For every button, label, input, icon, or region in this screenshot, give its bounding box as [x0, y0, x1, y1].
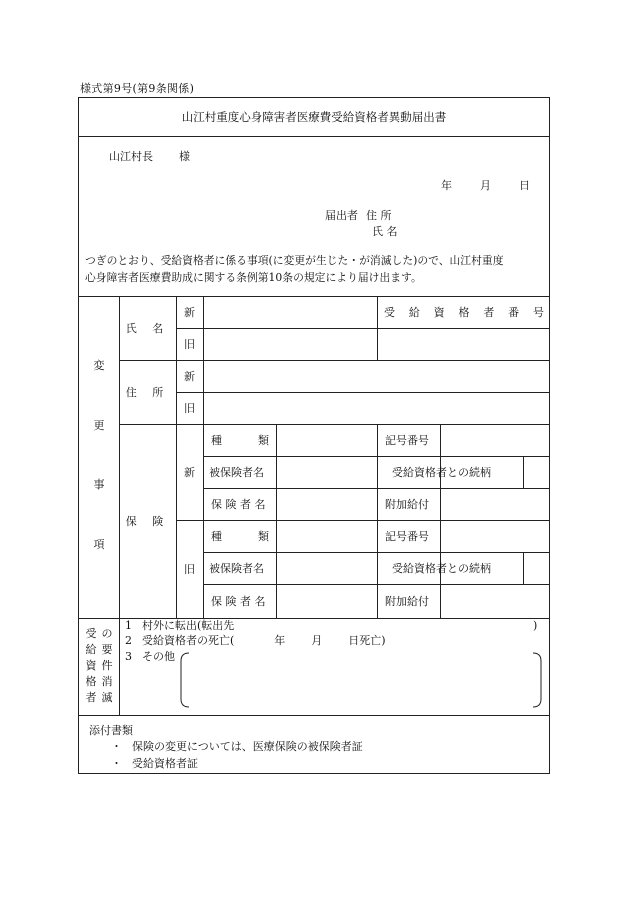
- attachment-text: 受給資格者証: [132, 757, 198, 770]
- insurance-old-marker: 旧: [184, 563, 195, 576]
- loss-label-col-2: [101, 625, 113, 704]
- loss-item-3: [125, 648, 175, 664]
- form-title: 山江村重度心身障害者医療費受給資格者異動届出書: [181, 110, 447, 124]
- change-items-label: [79, 360, 119, 550]
- death-month: 月: [311, 634, 323, 647]
- applicant-address-label: 住 所: [366, 209, 392, 222]
- death-year: 年: [274, 634, 286, 647]
- symbol-number-label-old: 記号番号: [385, 530, 429, 543]
- insurer-name-label-new: 保 険 者 名: [211, 498, 266, 511]
- applicant-address-line: [325, 208, 392, 222]
- honorific: 様: [179, 150, 190, 163]
- loss-item-1: [125, 617, 234, 633]
- loss-label-col-1: [85, 625, 97, 704]
- address-label: 住 所: [125, 386, 170, 399]
- loss-label-char: の: [101, 627, 113, 640]
- ins-type-char: 類: [258, 530, 269, 543]
- ins-type-label-old: [211, 520, 269, 552]
- applicant-name-label: 氏 名: [372, 225, 398, 238]
- ins-type-label-new: [211, 424, 269, 456]
- recipient-number-label: [384, 296, 544, 328]
- loss-item-number: 2: [125, 633, 132, 647]
- relationship-label-old: 受給資格者との続柄: [392, 562, 491, 575]
- loss-item-1-close: ): [533, 618, 538, 632]
- applicant-label: 届出者: [325, 209, 358, 222]
- name-label: 氏 名: [125, 322, 170, 335]
- loss-label: [81, 625, 117, 704]
- recipient-number-char: 受: [384, 306, 395, 319]
- insured-name-label-new: 被保険者名: [209, 466, 264, 479]
- recipient-number-char: 者: [483, 306, 495, 319]
- loss-item-number: 3: [125, 649, 132, 663]
- addressee: [109, 149, 190, 163]
- loss-label-char: 消: [101, 675, 113, 688]
- recipient-number-char: 番: [508, 306, 520, 319]
- loss-label-char: 受: [85, 627, 97, 640]
- name-new-marker: 新: [184, 306, 195, 319]
- recipient-number-char: 資: [433, 306, 445, 319]
- loss-label-char: 件: [101, 659, 113, 672]
- address-old-marker: 旧: [184, 402, 195, 415]
- addressee-name: 山江村長: [109, 150, 153, 163]
- loss-label-char: 要: [101, 643, 113, 656]
- relationship-label-new: 受給資格者との続柄: [392, 466, 491, 479]
- change-label-char: 項: [93, 537, 105, 551]
- attachments-title: 添付書類: [89, 724, 133, 737]
- other-reason-brackets: [179, 651, 543, 709]
- symbol-number-label-new: 記号番号: [385, 434, 429, 447]
- bullet-icon: ・: [111, 757, 122, 770]
- attachment-text: 保険の変更については、医療保険の被保険者証: [132, 740, 363, 753]
- form-number: 様式第9号(第9条関係): [80, 82, 195, 95]
- ins-type-char: 類: [258, 434, 269, 447]
- date-month: 月: [480, 179, 491, 192]
- loss-label-char: 格: [85, 675, 97, 688]
- ins-type-char: 種: [211, 530, 222, 543]
- insurance-new-marker: 新: [184, 466, 195, 479]
- recipient-number-char: 給: [408, 306, 420, 319]
- loss-item-text: その他: [142, 650, 175, 663]
- loss-label-char: 資: [85, 659, 97, 672]
- applicant-name-line: [372, 224, 398, 238]
- change-label-char: 変: [93, 359, 105, 372]
- loss-item-2: [125, 632, 386, 648]
- insured-name-label-old: 被保険者名: [209, 562, 264, 575]
- date-line: [441, 178, 530, 192]
- recipient-number-char: 号: [532, 306, 544, 319]
- loss-label-char: 給: [85, 643, 97, 656]
- change-label-char: 事: [93, 478, 105, 492]
- loss-label-char: 者: [85, 691, 97, 704]
- statement-line-2: 心身障害者医療費助成に関する条例第10条の規定により届け出ます。: [85, 270, 422, 284]
- attachment-item: [111, 755, 198, 771]
- loss-item-text: 村外に転出(転出先: [142, 619, 235, 632]
- recipient-number-char: 格: [458, 306, 470, 319]
- form-frame: [78, 97, 550, 774]
- name-old-marker: 旧: [184, 338, 195, 351]
- death-day: 日死亡): [348, 634, 386, 647]
- statement-line-1: つぎのとおり、受給資格者に係る事項(に変更が生じた・が消滅した)ので、山江村重度: [85, 253, 504, 267]
- insurer-name-label-old: 保 険 者 名: [211, 595, 266, 608]
- additional-benefit-label-new: 附加給付: [385, 498, 429, 511]
- change-label-char: 更: [93, 418, 105, 432]
- bullet-icon: ・: [111, 740, 122, 753]
- insurance-label: 保 険: [125, 515, 170, 528]
- attachment-item: [111, 738, 363, 754]
- ins-type-char: 種: [211, 434, 222, 447]
- date-year: 年: [441, 179, 452, 192]
- date-day: 日: [519, 179, 530, 192]
- loss-item-number: 1: [125, 618, 132, 632]
- loss-item-text: 受給資格者の死亡(: [142, 634, 235, 647]
- address-new-marker: 新: [184, 370, 195, 383]
- loss-label-char: 滅: [101, 691, 113, 704]
- additional-benefit-label-old: 附加給付: [385, 595, 429, 608]
